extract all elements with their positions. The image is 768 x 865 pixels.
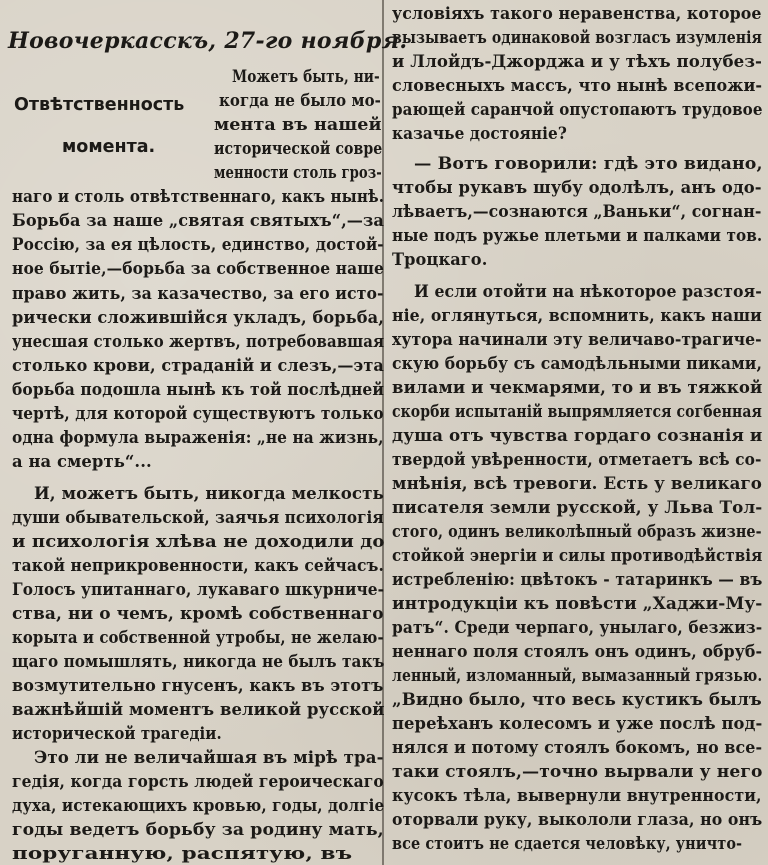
text-line: когда не было мо- (219, 91, 381, 111)
text-line: кусокъ тѣла, вывернули внутренности, (392, 786, 762, 806)
text-line: писателя земли русской, у Льва Тол- (392, 498, 763, 518)
text-line: рически сложившійся укладъ, борьба, (12, 308, 384, 328)
text-line: ные подъ ружье плетьми и палками тов. (392, 226, 763, 246)
text-line: поруганную, распятую, въ (12, 844, 353, 864)
text-line: переѣханъ колесомъ и уже послѣ под- (392, 714, 763, 734)
text-line: и Ллойдъ-Джорджа и у тѣхъ полубез- (392, 52, 763, 72)
text-line: столько крови, страданій и слезъ,—эта (12, 356, 384, 376)
text-line: скую борьбу съ самодѣльными пиками, (392, 354, 762, 374)
text-line: мнѣнія, всѣ тревоги. Есть у великаго (392, 474, 763, 494)
text-line: твердой увѣренности, отметаетъ всѣ со- (392, 450, 762, 470)
headline-line: момента. (62, 137, 156, 157)
text-line: ное бытіе,—борьба за собственное наше (12, 259, 385, 279)
text-line: ства, ни о чемъ, кромѣ собственнаго (12, 604, 384, 624)
text-line: чертѣ, для которой существуютъ только (12, 404, 384, 424)
text-line: оторвали руку, выкололи глаза, но онъ (392, 810, 763, 830)
text-line: духа, истекающихъ кровью, годы, долгіе (12, 796, 385, 816)
text-line: корыта и собственной утробы, не желаю- (12, 628, 384, 648)
text-line: словесныхъ массъ, что нынѣ всепожи- (392, 76, 763, 96)
text-line: казачье достояніе? (392, 124, 567, 144)
text-line: Голосъ упитаннаго, лукаваго шкурниче- (12, 580, 385, 600)
text-line: возмутительно гнусенъ, какъ въ этотъ (12, 676, 384, 696)
text-line: унесшая столько жертвъ, потребовавшая (12, 332, 385, 352)
text-line: Троцкаго. (392, 250, 488, 270)
text-line: Это ли не величайшая въ мірѣ тра- (34, 748, 384, 768)
text-line: нялся и потому стоялъ бокомъ, но все- (392, 738, 763, 758)
text-line: И если отойти на нѣкоторое разстоя- (414, 282, 762, 302)
text-line: наго и столь отвѣтственнаго, какъ нынѣ. (12, 187, 385, 207)
text-line: лѣваетъ,—сознаются „Ваньки“, согнан- (392, 202, 762, 222)
text-line: стойкой энергіи и силы противодѣйствія (392, 546, 763, 566)
text-line: неннаго поля стоялъ онъ одинъ, обруб- (392, 642, 763, 662)
text-line: ніе, оглянуться, вспомнить, какъ наши (392, 306, 762, 326)
text-line: Можетъ быть, ни- (232, 67, 380, 87)
text-line: ратъ“. Среди черпаго, унылаго, безжиз- (392, 618, 763, 638)
dateline: Новочеркасскъ, 27-го ноября. (8, 28, 408, 54)
text-line: Борьба за наше „святая святыхъ“,—за (12, 211, 384, 231)
text-line: истребленію: цвѣтокъ - татаринкъ — въ (392, 570, 763, 590)
text-line: условіяхъ такого неравенства, которое (392, 4, 762, 24)
text-line: гедія, когда горсть людей героическаго (12, 772, 384, 792)
text-line: мента въ нашей (214, 115, 382, 135)
text-line: годы ведетъ борьбу за родину мать, (12, 820, 384, 840)
text-line: борьба подошла нынѣ къ той послѣдней (12, 380, 384, 400)
text-line: души обывательской, заячья психологія (12, 508, 384, 528)
text-line: таки стоялъ,—точно вырвали у него (392, 762, 763, 782)
text-line: одна формула выраженія: „не на жизнь, (12, 428, 384, 448)
text-line: все стоитъ не сдается человѣку, уничто- (392, 834, 743, 854)
text-line: рающей саранчой опустопаютъ трудовое (392, 100, 763, 120)
text-line: „Видно было, что весь кустикъ былъ (392, 690, 762, 710)
text-line: вызываетъ одинаковой возгласъ изумленія (392, 28, 762, 48)
text-line: важнѣйшій моментъ великой русской (12, 700, 385, 720)
text-line: хутора начинали эту величаво-трагиче- (392, 330, 762, 350)
text-line: скорби испытаній выпрямляется согбенная (392, 402, 762, 422)
text-line: Россію, за ея цѣлость, единство, достой- (12, 235, 384, 255)
text-line: а на смерть“... (12, 452, 152, 472)
text-line: — Вотъ говорили: гдѣ это видано, (414, 154, 763, 174)
text-line: право жить, за казачество, за его исто- (12, 284, 384, 304)
text-line: исторической совре (214, 139, 383, 159)
text-line: щаго помышлять, никогда не былъ такъ (12, 652, 385, 672)
text-line: вилами и чекмарями, то и въ тяжкой (392, 378, 763, 398)
text-line: душа отъ чувства гордаго сознанія и (392, 426, 763, 446)
text-line: менности столь гроз- (214, 163, 382, 183)
text-line: и психологія хлѣва не доходили до (12, 532, 385, 552)
text-line: И, можетъ быть, никогда мелкость (34, 484, 384, 504)
text-line: исторической трагедіи. (12, 724, 222, 744)
text-line: ленный, изломанный, вымазанный грязью. (392, 666, 763, 686)
text-line: такой неприкровенности, какъ сейчасъ. (12, 556, 384, 576)
text-line: чтобы рукавъ шубу одолѣлъ, анъ одо- (392, 178, 762, 198)
text-line: стого, одинъ великолѣпный образъ жизне- (392, 522, 762, 542)
text-line: интродукціи къ повѣсти „Хаджи-Му- (392, 594, 763, 614)
headline-line: Отвѣтственность (14, 95, 185, 115)
